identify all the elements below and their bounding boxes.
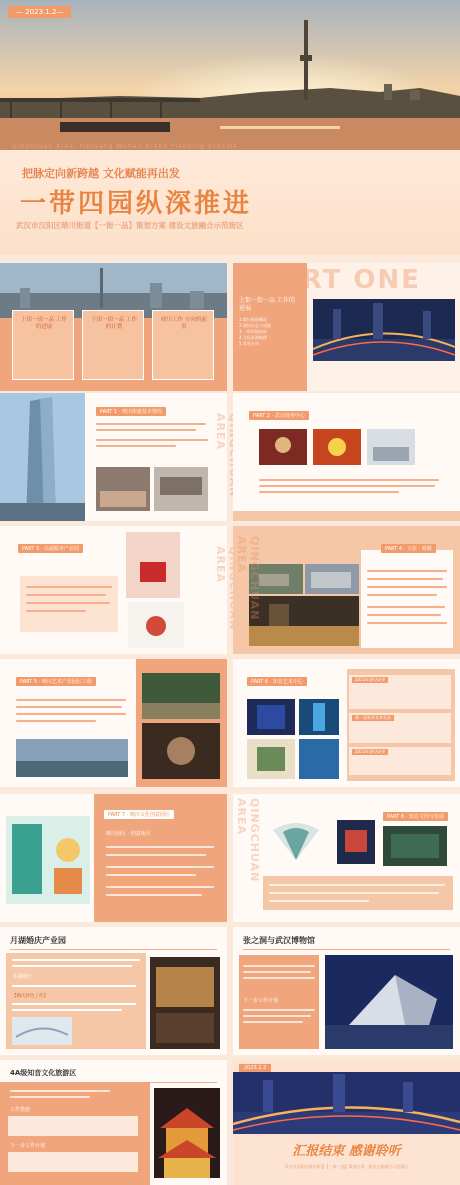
cultural-poster-photo	[6, 816, 90, 904]
text-line	[16, 706, 122, 708]
slide-museum	[233, 927, 460, 1055]
ending-title: 汇报结束 感谢聆听	[292, 1144, 401, 1159]
text-line	[96, 429, 196, 431]
text-line	[10, 1090, 110, 1092]
gallery-photo	[247, 699, 295, 735]
part-2-tag: PART 2 · 武汉商务中心	[249, 411, 309, 420]
temple-photo	[154, 1088, 220, 1178]
tower-photo	[0, 393, 85, 521]
tourism-box	[8, 1152, 138, 1172]
hero-title: 一带四园纵深推进	[20, 189, 253, 219]
vertical-watermark: AREA	[214, 546, 227, 584]
info-box-2-title: 新一届新华业务发展	[352, 715, 394, 721]
fountain-photo	[142, 723, 220, 779]
slide-wedding-park	[0, 927, 227, 1055]
hero-subtitle: 武汉市汉阳区晴川街道【一街一品】策划方案 建设文旅融合示范街区	[16, 221, 244, 230]
slide-part-7	[0, 794, 227, 922]
slide-part-4	[233, 526, 460, 654]
part-one-heading: 上街一街一品 工作的进展	[239, 297, 295, 312]
text-line	[269, 900, 369, 902]
header-rule	[243, 949, 450, 950]
text-line	[106, 854, 206, 856]
bottom-band	[233, 511, 460, 521]
overview-box-2-label: 下街一街一品 工作的计划	[91, 317, 137, 330]
slide-part-one	[233, 263, 460, 391]
text-line	[12, 959, 140, 961]
text-line	[243, 971, 311, 973]
text-line	[259, 485, 435, 487]
part-one-item: 3.一带四园布局	[239, 329, 267, 334]
text-line	[243, 1015, 311, 1017]
book-photo	[337, 820, 375, 864]
text-line	[243, 977, 315, 979]
lights-photo	[299, 739, 339, 779]
vertical-watermark: AREA	[214, 413, 227, 451]
award-photo	[126, 532, 180, 598]
text-line	[367, 606, 445, 608]
text-line	[12, 985, 136, 987]
white-panel	[361, 550, 453, 648]
slide-overview	[0, 263, 227, 391]
festival-photo	[313, 429, 361, 465]
map-photo	[12, 1017, 72, 1045]
text-line	[16, 699, 126, 701]
slide-part-3	[0, 526, 227, 654]
text-line	[367, 614, 441, 616]
slide-tourism-zone	[0, 1060, 227, 1185]
slide-part-8	[233, 794, 460, 922]
text-line	[12, 965, 132, 967]
part-3-tag: PART 3 · 高端服务产业园	[18, 544, 83, 553]
overview-box-1-label: 上街一街一品 工作的进展	[21, 317, 67, 330]
text-line	[106, 886, 214, 888]
certificate-photo	[128, 602, 184, 648]
park-photo	[142, 673, 220, 719]
text-line	[243, 1009, 315, 1011]
hall-photo	[367, 429, 415, 465]
hero-date: — 2023.1.2—	[8, 6, 71, 18]
info-box-2	[349, 713, 451, 743]
ending-date: 2023.1.2	[239, 1064, 271, 1072]
text-line	[106, 894, 202, 896]
part-one-list	[239, 317, 303, 347]
text-line	[16, 713, 126, 715]
part-4-tag: PART 4 · 文旅 · 商圈	[381, 544, 436, 553]
hero-photo	[0, 0, 460, 150]
text-line	[26, 586, 112, 588]
hero-slide	[0, 0, 460, 255]
vertical-watermark: QINGCHUAN AREA	[235, 798, 261, 883]
text-line	[96, 423, 206, 425]
text-line	[259, 491, 399, 493]
text-line	[26, 610, 86, 612]
text-line	[106, 846, 214, 848]
slide-ending	[233, 1060, 460, 1185]
office-photo	[154, 467, 208, 511]
text-line	[26, 602, 110, 604]
part-one-title: PART ONE	[261, 265, 422, 295]
text-line	[12, 1003, 136, 1005]
text-line	[367, 586, 447, 588]
part-1-tag: PART 1 · 晴川街道基本情况	[96, 407, 166, 416]
info-box-3-title: 2023年建设成果	[352, 749, 388, 755]
poster-photo	[247, 739, 295, 779]
slide-part-6	[233, 659, 460, 787]
part-8-tag: PART 8 · 知音文创与发展	[383, 812, 448, 821]
overview-box-3[interactable]	[152, 310, 214, 380]
header-rule	[10, 949, 217, 950]
text-line	[12, 1009, 122, 1011]
tourism-box	[8, 1116, 138, 1136]
overview-box-3-label: 晴川工作 方向的前景	[161, 317, 207, 330]
wedding-sub-2: 【婚庆特色工作】	[12, 994, 48, 999]
text-line	[367, 570, 447, 572]
ending-subtitle: 武汉市汉阳区晴川街道【一街一品】策划方案 · 建设文旅融合示范街区	[284, 1164, 409, 1169]
part-7-subtitle: 晴川园区 · 创意街区	[106, 831, 151, 837]
text-line	[269, 892, 439, 894]
part-one-item: 1.晴川街道概况	[239, 317, 267, 322]
info-box-3	[349, 747, 451, 775]
part-one-item: 4.文化资源梳理	[239, 335, 267, 340]
text-line	[269, 884, 445, 886]
text-line	[259, 479, 439, 481]
wedding-sub-1: 月湖婚庆	[12, 974, 33, 980]
corridor-photo	[299, 699, 339, 735]
vertical-watermark: QINGCHUAN AREA	[235, 536, 261, 621]
overview-box-2[interactable]	[82, 310, 144, 380]
overview-box-1[interactable]	[12, 310, 74, 380]
museum-title: 张之洞与武汉博物馆	[243, 936, 315, 945]
part-one-item: 2.建设历史与成就	[239, 323, 271, 328]
meeting-photo	[96, 467, 150, 511]
night-overpass-photo	[313, 299, 455, 361]
tourism-title: 4A级知音文化旅游区	[10, 1069, 77, 1077]
text-line	[26, 594, 106, 596]
info-box-1-title: 2022年建设成果	[352, 677, 388, 683]
tourism-sub-1: 工作措施	[10, 1107, 31, 1113]
slide-part-1	[0, 393, 227, 521]
museum-sub: 下一步工作计划	[243, 998, 279, 1004]
text-line	[367, 594, 437, 596]
text-line	[367, 622, 447, 624]
part-6-tag: PART 6 · 知音艺术中心	[247, 677, 307, 686]
night-bridge-photo	[233, 1072, 460, 1134]
night-street-photo	[249, 596, 359, 646]
giftbox-photo	[383, 826, 447, 866]
text-line	[10, 1096, 90, 1098]
hero-slogan: 把脉定向新跨越 文化赋能再出发	[22, 167, 180, 180]
part-7-tag: PART 7 · 晴川文化创意园区	[104, 810, 174, 819]
tourism-sub-2: 下一步工作计划	[10, 1143, 46, 1149]
plaza-photo	[305, 564, 359, 594]
text-line	[367, 578, 443, 580]
museum-photo	[325, 955, 453, 1049]
text-line	[243, 965, 315, 967]
text-line	[96, 445, 176, 447]
text-line	[243, 1021, 303, 1023]
part-one-item: 5.发展方向	[239, 341, 259, 346]
part-5-tag: PART 5 · 晴川艺术产业园区工程	[16, 677, 96, 686]
fan-photo	[271, 820, 321, 864]
hero-english: Qingshuan Area, Hanyang Wuhan Brand Planning Scheme	[12, 143, 238, 150]
text-line	[106, 874, 196, 876]
slide-part-2	[233, 393, 460, 521]
lake-photo	[16, 739, 128, 777]
slide-part-5	[0, 659, 227, 787]
text-panel	[20, 576, 118, 632]
opera-photo	[259, 429, 307, 465]
text-line	[16, 720, 96, 722]
text-line	[106, 866, 214, 868]
wedding-photo	[150, 957, 220, 1049]
info-box-1	[349, 675, 451, 709]
wedding-title: 月湖婚庆产业园	[10, 936, 66, 945]
text-line	[96, 439, 208, 441]
